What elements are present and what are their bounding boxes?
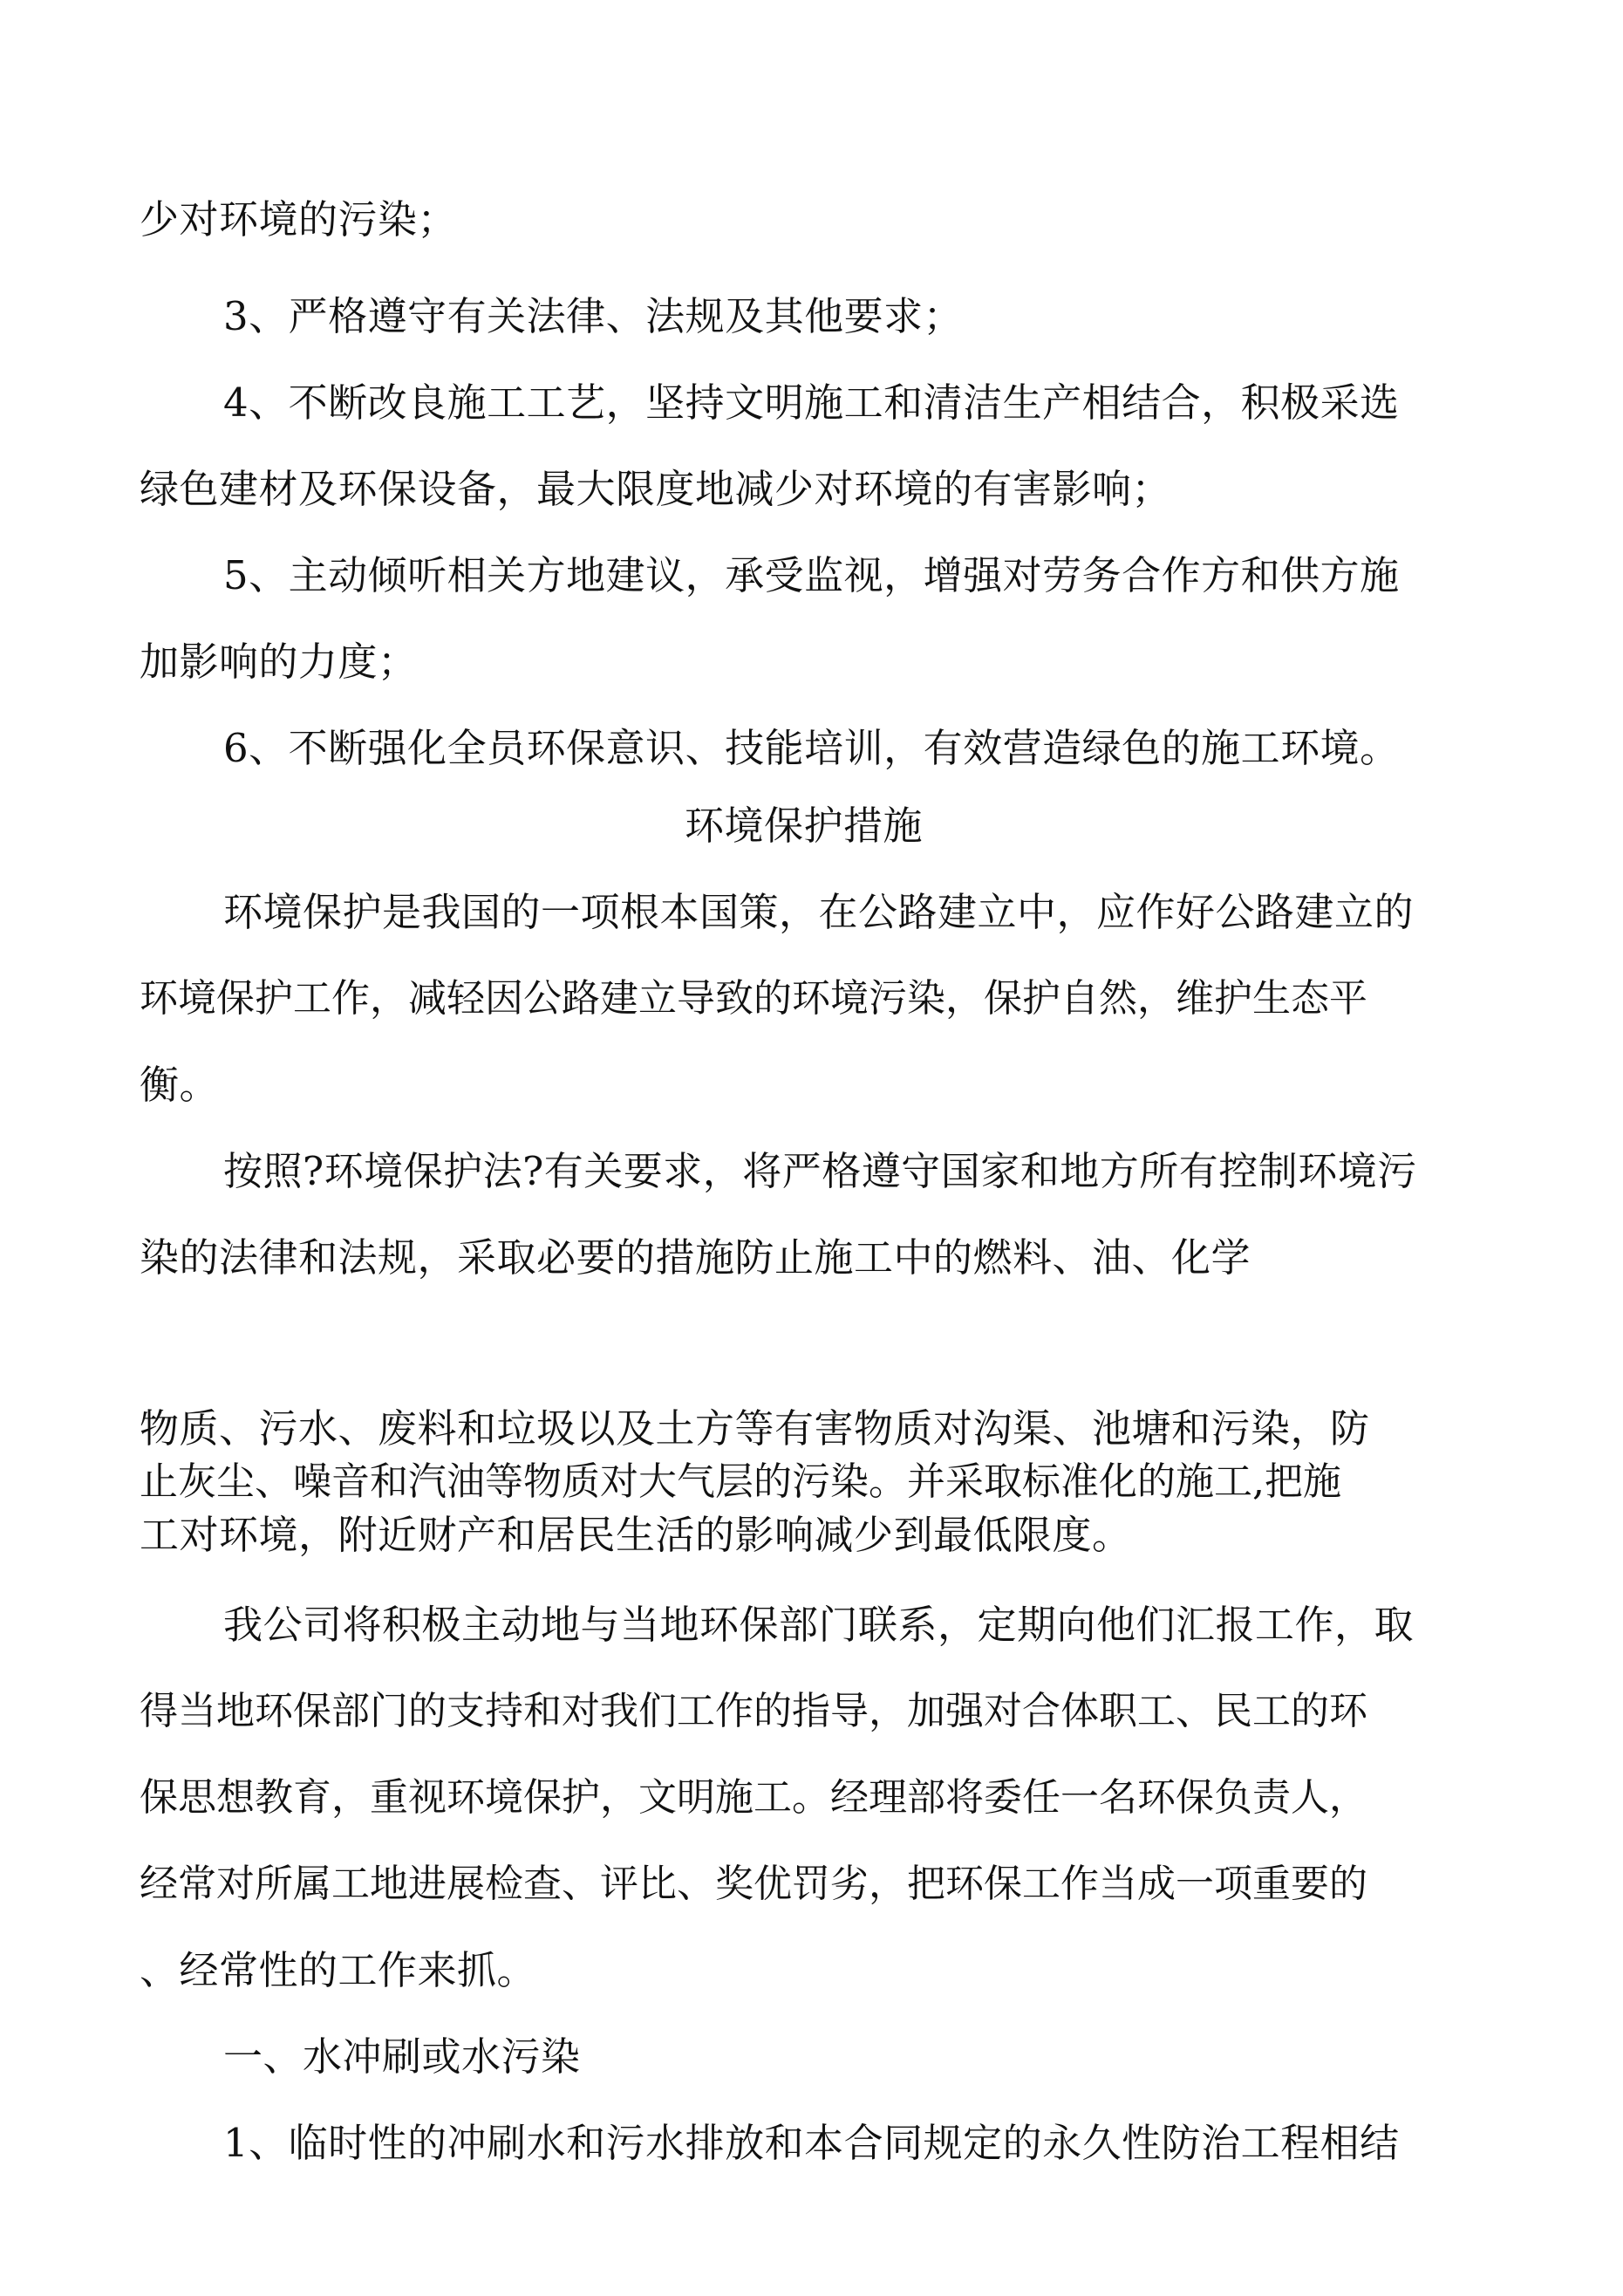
text-line: 少对环境的污染； bbox=[140, 196, 458, 243]
text-line: 工对环境，附近财产和居民生活的影响减少到最低限度。 bbox=[140, 1512, 1132, 1558]
subsection-heading: 一、水冲刷或水污染 bbox=[223, 2033, 581, 2080]
text-line: 止灰尘、噪音和汽油等物质对大气层的污染。并采取标准化的施工,把施 bbox=[140, 1459, 1341, 1504]
text-line: 保思想教育，重视环境保护，文明施工。经理部将委任一名环保负责人， bbox=[140, 1775, 1367, 1820]
list-item: 3、严格遵守有关法律、法规及其他要求； bbox=[223, 293, 964, 339]
text-line: 染的法律和法规，采取必要的措施防止施工中的燃料、油、化学 bbox=[140, 1234, 1251, 1281]
text-line: 衡。 bbox=[140, 1062, 220, 1108]
list-item: 6、不断强化全员环保意识、技能培训，有效营造绿色的施工环境。 bbox=[223, 725, 1400, 771]
list-item: 5、主动倾听相关方地建议，承受监视，增强对劳务合作方和供方施 bbox=[223, 552, 1400, 598]
list-item: 1、临时性的冲刷水和污水排放和本合同规定的永久性防治工程相结 bbox=[223, 2120, 1400, 2166]
paragraph-line: 按照?环境保护法?有关要求，将严格遵守国家和地方所有控制环境污 bbox=[223, 1148, 1417, 1194]
text-line: 物质、污水、废料和垃圾以及土方等有害物质对沟渠、池塘和污染，防 bbox=[140, 1405, 1370, 1452]
list-item: 4、不断改良施工工艺，坚持文明施工和清洁生产相结合，积极采选 bbox=[223, 379, 1400, 426]
text-line: 、经常性的工作来抓。 bbox=[140, 1947, 537, 1993]
text-line: 环境保护工作，减轻因公路建立导致的环境污染，保护自然，维护生态平 bbox=[140, 976, 1367, 1021]
text-line: 经常对所属工地进展检查、评比、奖优罚劣，把环保工作当成一项重要的 bbox=[140, 1862, 1367, 1906]
section-heading: 环境保护措施 bbox=[685, 803, 924, 849]
text-line: 绿色建材及环保设备，最大限度地减少对环境的有害影响； bbox=[140, 466, 1172, 512]
paragraph-line: 环境保护是我国的一项根本国策，在公路建立中，应作好公路建立的 bbox=[223, 889, 1415, 935]
paragraph-line: 我公司将积极主动地与当地环保部门联系，定期向他们汇报工作，取 bbox=[223, 1602, 1415, 1648]
text-line: 加影响的力度； bbox=[140, 639, 418, 685]
text-line: 得当地环保部门的支持和对我们工作的指导，加强对合体职工、民工的环 bbox=[140, 1689, 1367, 1733]
